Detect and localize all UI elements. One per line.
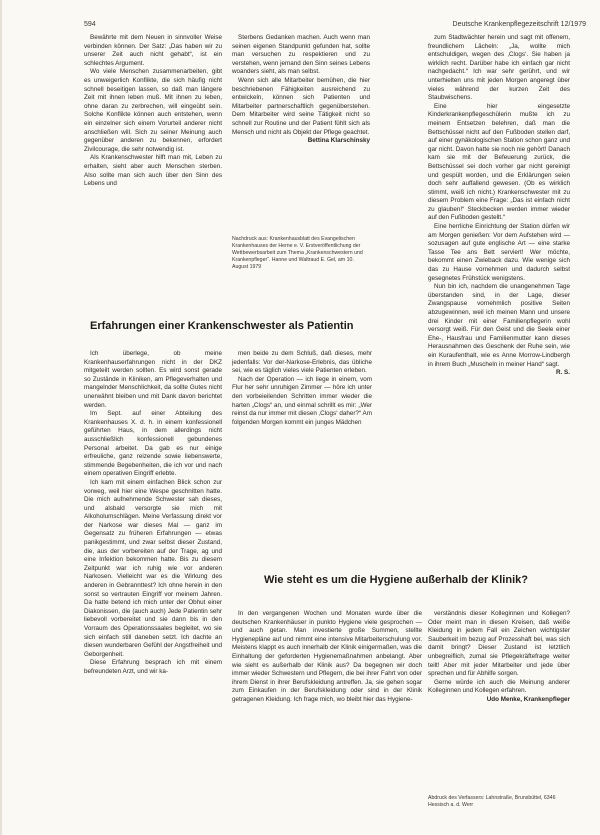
page-number: 594 [84,21,96,28]
paragraph: Nach der Operation — ich liege in einem, vom Flur her sehr unruhigen Zimmer — höre ich unter den vorbeieilenden Schritten immer wieder die harten „Clogs“ an, und einmal schrillt es mir: „Wer reinst da nur immer mit diesen ‚Clogs‘ daher?“ Am folgenden Morgen kommt ein junges Mädchen [232,375,372,426]
paragraph: Wo viele Menschen zusammenarbeiten, gibt es unweigerlich Konflikte, die sich häufig nicht schnell beseitigen lassen, so daß man längere Zeit mit ihnen leben muß. Mit ihnen zu leben, ohne daran zu zerbrechen, will eingeübt sein. Solche Konflikte können auch entstehen, wenn ein einzelner sich einem Vorurteil anderer nicht anschließen will. Sich zu seiner Meinung auch gegenüber anderen zu bekennen, erfordert Zivilcourage, die sehr notwendig ist. [84,68,222,153]
paragraph: Diese Erfahrung besprach ich mit einem befreundeten Arzt, und wir ka- [84,659,222,675]
paragraph: Gerne würde ich auch die Meinung anderer Kolleginnen und Kollegen erfahren. [428,678,570,695]
author-signature: R. S. [556,369,570,377]
article1-column-2 [232,350,372,450]
author-signature: Bettina Klarschinsky [307,137,370,145]
article2-column-1 [232,610,422,818]
article-heading-patient-experience: Erfahrungen einer Krankenschwester als Patientin [90,320,354,332]
paragraph: In den vergangenen Wochen und Monaten wurde über die deutschen Krankenhäuser in punkto Hygiene viele gesprochen — und auch getan. Man investierte große Summen, stellte Hygienepläne auf und nimmt eine intensive Mitarbeiterschulung vor. Meistens klappt es auch innerhalb der Klinik einigermaßen, was die Einhaltung der geforderten Hygienemaßnahmen anbelangt. Aber wie sieht es außerhalb der Klinik aus? Da begegnen wir doch immer wieder Schwestern und Pflegern, die bei ihrer Fahrt von oder ihrem Dienst in ihrer Berufskleidung antreffen. Ja, sie gehen sogar zum Einkaufen in der Berufskleidung oder sind in der Klinik getragenen Kleidung. Ich frage mich, wo bleibt hier das Hygiene- [232,610,422,703]
article1-column-1 [84,350,222,818]
top-column-2 [232,34,370,214]
paragraph: Nun bin ich, nachdem die unangenehmen Tage überstanden sind, in der Lage, dieser Zwangspause vornehmlich positive Seiten abzugewinnen, weil ich meinen Mann und unsere drei Kinder mit einer Familienpflegerin wohl versorgt weiß. Für den Geist und die Seele einer Ehe-, Hausfrau und Familienmutter kann dieses Herausnahmen des Geschenk der Ruhe sein, wie ein Kuraufenthalt, wie es Anne Morrow-Lindbergh in ihrem Buch „Muscheln in meiner Hand“ sagt. [428,283,570,368]
paragraph: Wenn sich alle Mitarbeiter bemühen, die hier beschriebenen Fähigkeiten ausreichend zu entwickeln, können sich Patienten und Mitarbeiter partnerschaftlich gegenüberstehen. Dem Mitarbeiter wird seine Tätigkeit nicht so schnell zur Routine und der Patient fühlt sich als Mensch und nicht als Objekt der Pflege geachtet. [232,76,370,136]
paragraph: Eine hier eingesetzte Kinderkrankenpflegeschülerin mußte ich zu meinem Entsetzen belehren, daß man die Bettschüssel nicht auf den Fußboden stellen darf, auf einer gynäkologischen Station schon ganz und gar nicht. Davon hatte sie noch nie gehört! Danach kam sie mit der Befeuerung zurück, die Bettschüssel sei doch vorher gar nicht gereinigt und gespült worden, und die Erklärungen seien doch sehr auffallend gewesen. (Ob es wirklich stimmt, weiß ich nicht.) Krankenschwester mit zu diesem Problem eine Frage: „Das ist einfach nicht zu glauben!“ Steckbecken werden immer wieder auf den Fußboden gestellt.“ [428,102,570,222]
reprint-note: Nachdruck aus: Krankenhausblatt des Evangelischen Krankenhauses der Herne e. V. Erstveröffentlichung der Wettbewerbsarbeit zum Thema „Krankenschwestern und Krankenpfleger“. Hanne und Waltraud E. Gel, am 10. August 1979 [232,236,363,270]
paragraph: Bewährte mit dem Neuen in sinnvoller Weise verbinden können. Der Satz: „Das haben wir zu unserer Zeit auch nicht gehabt“, ist ein schlechtes Argument. [84,34,222,67]
paragraph: Im Sept. auf einer Abteilung des Krankenhauses X. d. h. in einem konfessionell geführten Haus, in dem allerdings nicht ausschließlich konfessionell gebundenes Personal arbeitet. Da gab es nur einige erfreuliche, ganz reizende sowie liebenswerte, stimmende Begebenheiten, die ich vor und nach einem operativen Eingriff erlebte. [84,410,222,478]
author-address: Abdruck des Verfassers: Lahnstraße, Brunsbüttel, 6346 Hessisch a. d. Werr [428,795,556,808]
article-heading-hygiene: Wie steht es um die Hygiene außerhalb der Klinik? [264,574,528,586]
journal-title: Deutsche Krankenpflegezeitschrift 12/1979 [452,21,586,28]
paragraph: Ich kam mit einem einfachen Blick schon zur vorweg, weil hier eine Wespe geschnitten hatte. Die mich aufnehmende Schwester sah dieses, und alsbald versorgte sie mich mit Alkoholumschlägen. Meine Verfassung direkt vor der Narkose war dieses Mal — ganz im Gegensatz zu früheren Erfahrungen — etwas panikgestimmt, und zwar selbst dieser Zustand, die, aus der vorbereiten auf der Trage, ag und eine Infektion bekommen hatte. Bis zu diesem Zeitpunkt war ich ruhig wie vor anderen Narkosen. Vielleicht war es die Wirkung des anderen in Gebrannttest? Ich ohne herein in den sonst so vertrauten Eingriff vor meinem Jahren. Da hatte betend ich mich unter der Obhut einer Diakonissen, die (auch auch) Jede Patientin sehr liebevoll vorbereitet und sie dann bis in den Vorraum des Operationssaales begleitet, wo sie sich einfach still daneben setzt. Ich dachte an diesen wunderbaren Gefühl der Angstfreiheit und Geborgenheit. [84,478,222,658]
paragraph: Sterbens Gedanken machen. Auch wenn man seinen eigenen Standpunkt gefunden hat, sollte man versuchen zu respektieren und zu verstehen, wenn jemand den Sinn seines Lebens woanders sieht, als man selbst. [232,34,370,76]
paragraph: Ich überlege, ob meine Krankenhauserfahrungen nicht in der DKZ mitgeteilt werden sollten. Es wird sonst gerade so Zustände in Kliniken, am Pflegeverhalten und mangelnder Menschlichkeit, da sollte Gutes nicht unerwähnt bleiben und mit Dank davon berichtet werden. [84,350,222,409]
paragraph: verständnis dieser Kolleginnen und Kollegen? Oder meint man in diesen Kreisen, daß weiße Kleidung in jedem Fall ein Zeichen wichtigster Sauberkeit im bezug auf Prozesshaft bei, was sich damit bringt? Dieser Zustand ist letztlich unbegreiflich, zumal sie Pflegekräftefrage weiter teilt! Aber mit jeder Mitarbeiter und jede über sprechen und für Abhilfe sorgen. [428,610,570,678]
paragraph: Als Krankenschwester hilft man mit, Leben zu erhalten, sieht aber auch Menschen sterben. Also sollte man sich auch über den Sinn des Lebens und [84,154,222,188]
paragraph: men beide zu dem Schluß, daß dieses, mehr jedenfalls: Vor der-Narkose-Erlebnis, das übliche sei, wie es täglich vieles viele Patienten erleben. [232,350,372,375]
top-column-3 [428,34,570,496]
author-signature: Udo Menke, Krankenpfleger [486,695,570,703]
top-column-1 [84,34,222,302]
paragraph: zum Stadtwächter herein und sagt mit offenem, freundlichem Lächeln: „Ja, wollte mich entschuldigen, wegen des ‚Clogs‘. Sie haben ja wirklich recht. Darüber habe ich einfach gar nicht nachgedacht.“ Ich war sehr gerührt, und wir unterhielten uns mit jeden Morgen angeregt über vieles während der kurzen Zeit des Staubwischens. [428,34,570,102]
article2-column-2 [428,610,570,755]
paragraph: Eine herrliche Einrichtung der Station dürfen wir am Morgen genießen: Vor dem Aufstehen wird — sozusagen auf gute englische Art — eine starke Tasse Tee ans Bett serviert! Wer möchte, bekommt einen Zwieback dazu. Wie wenige sich das zu Hause vornehmen und dadurch selbst gesegnetes Frühstück wenigstens. [428,223,570,282]
